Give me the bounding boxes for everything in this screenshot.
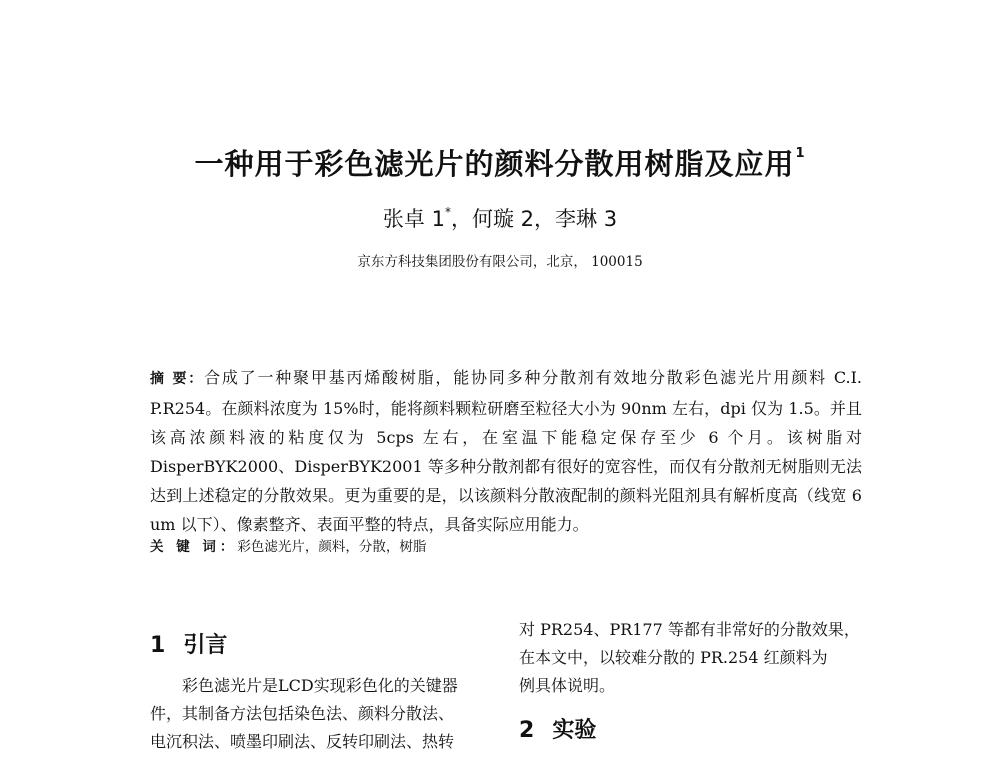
paragraph-line: 例具体说明。 xyxy=(519,676,616,695)
paragraph-line: 彩色滤光片是LCD实现彩色化的关键器 xyxy=(182,676,458,695)
right-column-paragraph xyxy=(519,616,862,700)
paragraph-line: 对 PR254、PR177 等都有非常好的分散效果， xyxy=(519,620,860,639)
section-heading-introduction xyxy=(150,628,227,659)
author-name: 何璇 2 xyxy=(471,207,535,231)
paragraph-line: 件，其制备方法包括染色法、颜料分散法、 xyxy=(150,704,455,723)
author-separator: ， xyxy=(450,207,472,231)
corresponding-author-mark: * xyxy=(444,205,451,219)
keywords-text: 彩色滤光片，颜料，分散，树脂 xyxy=(237,539,427,555)
paper-title xyxy=(0,142,1000,183)
section-number: 2 xyxy=(519,718,535,743)
introduction-paragraph xyxy=(150,672,482,756)
title-footnote-mark: 1 xyxy=(795,146,806,161)
section-number: 1 xyxy=(150,633,166,658)
abstract-label: 摘 要： xyxy=(150,371,205,387)
section-title: 实验 xyxy=(552,718,597,743)
section-heading-experiment xyxy=(519,713,596,744)
keywords xyxy=(150,535,862,555)
paragraph-line: 电沉积法、喷墨印刷法、反转印刷法、热转 xyxy=(150,732,455,751)
keywords-label: 关 键 词： xyxy=(150,539,238,555)
section-title: 引言 xyxy=(183,633,228,658)
author-list xyxy=(0,203,1000,233)
paper-title-text: 一种用于彩色滤光片的颜料分散用树脂及应用 xyxy=(194,147,795,181)
abstract-text: 合成了一种聚甲基丙烯酸树脂，能协同多种分散剂有效地分散彩色滤光片用颜料 C.I. P.R254。在颜料浓度为 15%时，能将颜料颗粒研磨至粒径大小为 90nm 左右，dpi 仅为 1.5。并且该高浓颜料液的粘度仅为 5cps 左右，在室温下能稳定保存至少 6 个月。该树脂对 DisperBYK2000、DisperBYK2001 等多种分散剂都有很好的宽容性，而仅有分散剂无树脂则无法达到上述稳定的分散效果。更为重要的是，以该颜料分散液配制的颜料光阻剂具有解析度高（线宽 6 um 以下）、像素整齐、表面平整的特点，具备实际应用能力。 xyxy=(150,368,862,534)
author-name: 李琳 3 xyxy=(555,207,618,231)
author-name: 张卓 1 xyxy=(382,207,445,231)
author-affiliation: 京东方科技集团股份有限公司，北京， 100015 xyxy=(357,254,643,270)
author-separator: ， xyxy=(534,207,556,231)
paragraph-line: 在本文中，以较难分散的 PR.254 红颜料为 xyxy=(519,648,828,667)
abstract xyxy=(150,363,862,539)
